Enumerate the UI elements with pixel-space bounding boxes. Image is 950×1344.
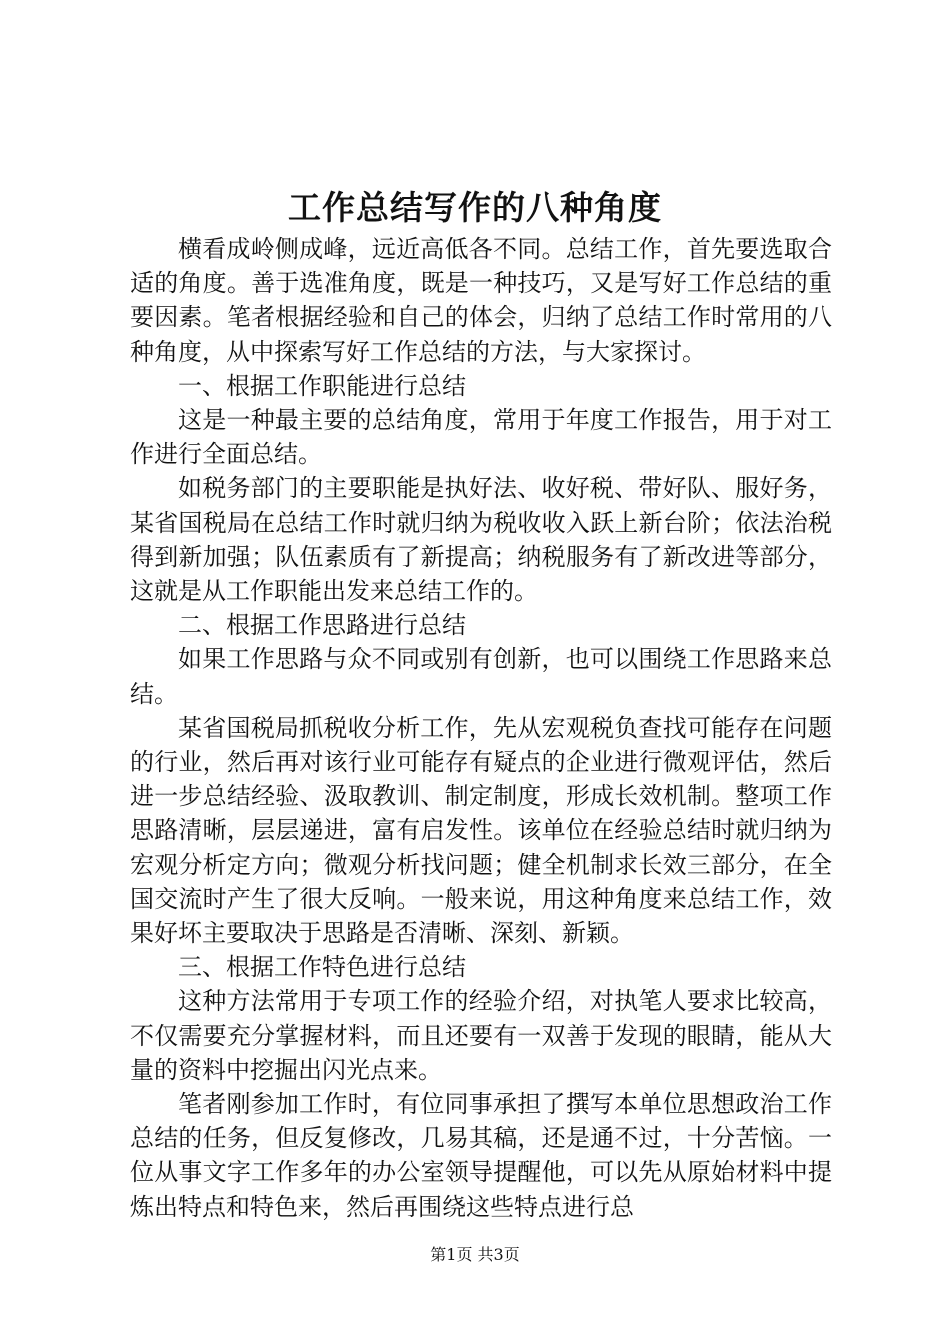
paragraph: 笔者刚参加工作时，有位同事承担了撰写本单位思想政治工作总结的任务，但反复修改，几易其稿，还是通不过，十分苦恼。一位从事文字工作多年的办公室领导提醒他，可以先从原始材料中提炼出特点和特色来，然后再围绕这些特点进行总 [130, 1090, 832, 1221]
section-heading-3: 三、根据工作特色进行总结 [178, 953, 466, 982]
document-title: 工作总结写作的八种角度 [288, 188, 662, 227]
paragraph: 这种方法常用于专项工作的经验介绍，对执笔人要求比较高，不仅需要充分掌握材料，而且还要有一双善于发现的眼睛，能从大量的资料中挖掘出闪光点来。 [130, 987, 832, 1084]
section-heading-2: 二、根据工作思路进行总结 [178, 611, 466, 640]
paragraph: 如税务部门的主要职能是执好法、收好税、带好队、服好务，某省国税局在总结工作时就归纳为税收收入跃上新台阶；依法治税得到新加强；队伍素质有了新提高；纳税服务有了新改进等部分，这就是从工作职能出发来总结工作的。 [130, 474, 832, 606]
page-footer: 第1页 共3页 [430, 1245, 520, 1264]
document-body [130, 232, 832, 1224]
paragraph: 如果工作思路与众不同或别有创新，也可以围绕工作思路来总结。 [130, 645, 832, 708]
paragraph: 某省国税局抓税收分析工作，先从宏观税负查找可能存在问题的行业，然后再对该行业可能存有疑点的企业进行微观评估，然后进一步总结经验、汲取教训、制定制度，形成长效机制。整项工作思路清晰，层层递进，富有启发性。该单位在经验总结时就归纳为宏观分析定方向；微观分析找问题；健全机制求长效三部分，在全国交流时产生了很大反响。一般来说，用这种角度来总结工作，效果好坏主要取决于思路是否清晰、深刻、新颖。 [130, 713, 832, 948]
paragraph: 这是一种最主要的总结角度，常用于年度工作报告，用于对工作进行全面总结。 [130, 406, 832, 469]
section-heading-1: 一、根据工作职能进行总结 [178, 371, 466, 400]
paragraph-intro: 横看成岭侧成峰，远近高低各不同。总结工作，首先要选取合适的角度。善于选准角度，既是一种技巧，又是写好工作总结的重要因素。笔者根据经验和自己的体会，归纳了总结工作时常用的八种角度，从中探索写好工作总结的方法，与大家探讨。 [130, 235, 832, 366]
